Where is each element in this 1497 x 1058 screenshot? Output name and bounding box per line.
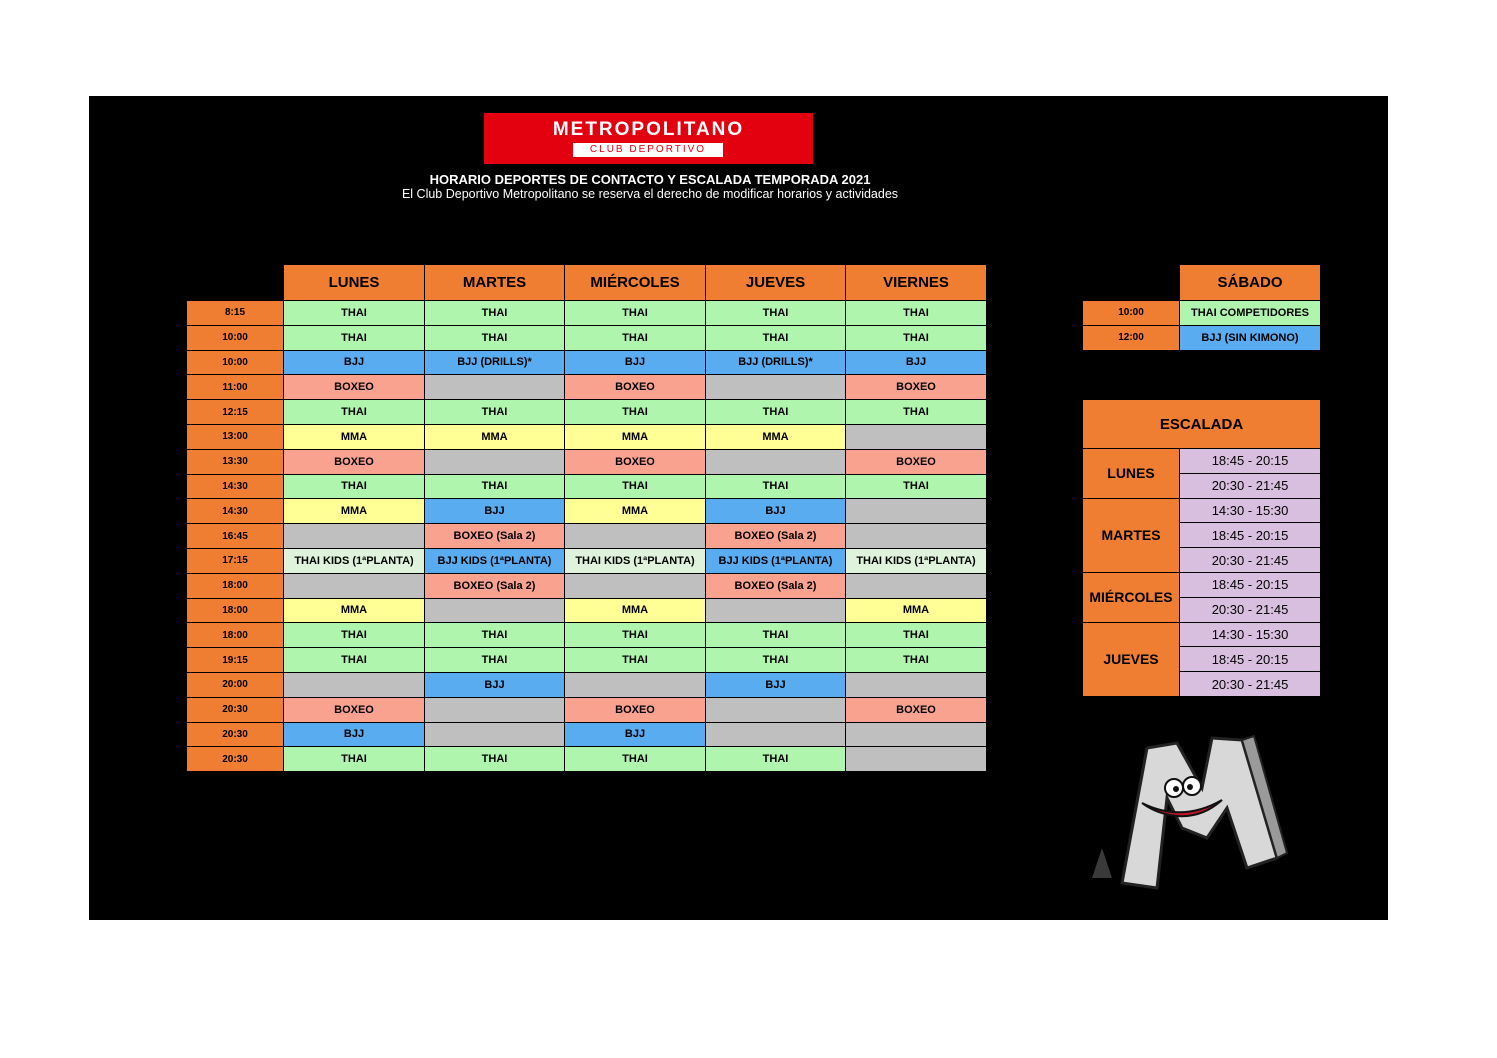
class-cell: THAI xyxy=(284,623,425,648)
class-cell: THAI xyxy=(706,325,846,350)
class-cell xyxy=(425,697,565,722)
table-row xyxy=(187,548,987,573)
time-cell: 20:30 xyxy=(187,697,284,722)
class-cell xyxy=(565,573,706,598)
m-mascot-icon xyxy=(1082,728,1292,896)
table-row xyxy=(187,325,987,350)
class-cell xyxy=(425,598,565,623)
class-cell xyxy=(284,524,425,549)
class-cell: MMA xyxy=(565,499,706,524)
day-header: JUEVES xyxy=(706,265,846,301)
escalada-title: ESCALADA xyxy=(1083,400,1321,449)
class-cell: THAI xyxy=(706,648,846,673)
class-cell xyxy=(846,573,987,598)
class-cell xyxy=(706,449,846,474)
class-cell: BOXEO xyxy=(284,697,425,722)
class-cell xyxy=(284,573,425,598)
class-cell: THAI xyxy=(565,747,706,772)
class-cell: BJJ KIDS (1ªPLANTA) xyxy=(425,548,565,573)
class-cell: MMA xyxy=(846,598,987,623)
class-cell xyxy=(846,747,987,772)
class-cell: MMA xyxy=(425,424,565,449)
table-corner xyxy=(187,265,284,301)
class-cell xyxy=(706,598,846,623)
logo-subtitle: CLUB DEPORTIVO xyxy=(573,143,723,157)
class-cell: BJJ (DRILLS)* xyxy=(425,350,565,375)
time-cell: 16:45 xyxy=(187,524,284,549)
time-cell: 12:00 xyxy=(1083,325,1180,350)
page-title: HORARIO DEPORTES DE CONTACTO Y ESCALADA TEMPORADA 2021 xyxy=(429,172,871,187)
class-cell: MMA xyxy=(284,424,425,449)
escalada-slot: 20:30 - 21:45 xyxy=(1180,597,1321,622)
day-header: VIERNES xyxy=(846,265,987,301)
time-cell: 12:15 xyxy=(187,400,284,425)
class-cell: BJJ xyxy=(425,499,565,524)
class-cell xyxy=(565,672,706,697)
class-cell: MMA xyxy=(284,499,425,524)
class-cell: THAI xyxy=(565,301,706,326)
class-cell: THAI xyxy=(284,747,425,772)
class-cell: THAI xyxy=(846,400,987,425)
table-row xyxy=(187,424,987,449)
class-cell: BOXEO xyxy=(284,375,425,400)
class-cell xyxy=(846,499,987,524)
class-cell: BJJ xyxy=(565,350,706,375)
class-cell xyxy=(706,722,846,747)
class-cell: THAI xyxy=(565,325,706,350)
escalada-table xyxy=(1082,399,1321,697)
class-cell: THAI xyxy=(284,648,425,673)
class-cell: THAI xyxy=(425,648,565,673)
time-cell: 18:00 xyxy=(187,623,284,648)
class-cell: THAI KIDS (1ªPLANTA) xyxy=(846,548,987,573)
class-cell: THAI xyxy=(284,301,425,326)
class-cell: BOXEO (Sala 2) xyxy=(425,524,565,549)
table-row xyxy=(1083,622,1321,647)
class-cell: THAI xyxy=(706,623,846,648)
class-cell: BJJ xyxy=(425,672,565,697)
escalada-day: MIÉRCOLES xyxy=(1083,572,1180,622)
class-cell xyxy=(284,672,425,697)
class-cell: BOXEO xyxy=(565,449,706,474)
class-cell: BOXEO xyxy=(565,697,706,722)
class-cell: BOXEO (Sala 2) xyxy=(706,524,846,549)
class-cell xyxy=(846,424,987,449)
class-cell: BOXEO xyxy=(284,449,425,474)
table-row xyxy=(1083,301,1321,326)
class-cell: BOXEO (Sala 2) xyxy=(706,573,846,598)
escalada-slot: 20:30 - 21:45 xyxy=(1180,473,1321,498)
class-cell: THAI xyxy=(706,474,846,499)
class-cell: THAI xyxy=(846,623,987,648)
class-cell xyxy=(846,672,987,697)
escalada-slot: 18:45 - 20:15 xyxy=(1180,523,1321,548)
class-cell: MMA xyxy=(565,424,706,449)
saturday-schedule-table xyxy=(1082,264,1321,351)
class-cell: THAI xyxy=(425,400,565,425)
escalada-day: MARTES xyxy=(1083,498,1180,572)
time-cell: 17:15 xyxy=(187,548,284,573)
table-row xyxy=(187,524,987,549)
class-cell: BJJ xyxy=(284,722,425,747)
time-cell: 10:00 xyxy=(187,325,284,350)
table-row xyxy=(187,697,987,722)
logo-brand: METROPOLITANO xyxy=(552,119,745,140)
class-cell xyxy=(425,449,565,474)
class-cell: THAI KIDS (1ªPLANTA) xyxy=(284,548,425,573)
class-cell: BOXEO xyxy=(565,375,706,400)
class-cell: BOXEO xyxy=(846,449,987,474)
day-header: LUNES xyxy=(284,265,425,301)
escalada-slot: 14:30 - 15:30 xyxy=(1180,498,1321,523)
time-cell: 20:30 xyxy=(187,722,284,747)
class-cell: THAI xyxy=(565,623,706,648)
escalada-slot: 20:30 - 21:45 xyxy=(1180,548,1321,573)
table-row xyxy=(187,499,987,524)
class-cell: THAI xyxy=(706,400,846,425)
class-cell: THAI xyxy=(425,301,565,326)
class-cell: THAI KIDS (1ªPLANTA) xyxy=(565,548,706,573)
class-cell: THAI xyxy=(565,648,706,673)
class-cell: THAI xyxy=(284,474,425,499)
class-cell: BJJ xyxy=(565,722,706,747)
table-row xyxy=(187,672,987,697)
class-cell: THAI xyxy=(565,474,706,499)
class-cell: THAI xyxy=(425,474,565,499)
table-row xyxy=(187,375,987,400)
class-cell: THAI xyxy=(284,325,425,350)
class-cell: MMA xyxy=(565,598,706,623)
time-cell: 20:30 xyxy=(187,747,284,772)
time-cell: 14:30 xyxy=(187,474,284,499)
class-cell: BJJ KIDS (1ªPLANTA) xyxy=(706,548,846,573)
page-subtitle: El Club Deportivo Metropolitano se reserva el derecho de modificar horarios y actividades xyxy=(401,187,899,201)
time-cell: 19:15 xyxy=(187,648,284,673)
escalada-slot: 18:45 - 20:15 xyxy=(1180,449,1321,474)
class-cell xyxy=(706,697,846,722)
table-row xyxy=(1083,498,1321,523)
class-cell xyxy=(425,722,565,747)
class-cell: MMA xyxy=(284,598,425,623)
class-cell: THAI xyxy=(706,301,846,326)
class-cell: THAI xyxy=(846,301,987,326)
class-cell: THAI xyxy=(846,325,987,350)
table-row xyxy=(1083,449,1321,474)
escalada-slot: 14:30 - 15:30 xyxy=(1180,622,1321,647)
time-cell: 8:15 xyxy=(187,301,284,326)
class-cell: THAI xyxy=(706,747,846,772)
class-cell: THAI xyxy=(425,325,565,350)
class-cell: MMA xyxy=(706,424,846,449)
weekly-schedule-table xyxy=(186,264,987,772)
table-row xyxy=(1083,325,1321,350)
table-row xyxy=(187,722,987,747)
table-row xyxy=(187,474,987,499)
class-cell: THAI COMPETIDORES xyxy=(1180,301,1321,326)
day-header: MARTES xyxy=(425,265,565,301)
table-row xyxy=(187,301,987,326)
table-row xyxy=(187,449,987,474)
escalada-slot: 18:45 - 20:15 xyxy=(1180,647,1321,672)
escalada-slot: 18:45 - 20:15 xyxy=(1180,572,1321,597)
escalada-day: JUEVES xyxy=(1083,622,1180,696)
time-cell: 11:00 xyxy=(187,375,284,400)
table-row xyxy=(187,623,987,648)
class-cell: THAI xyxy=(846,648,987,673)
time-cell: 10:00 xyxy=(187,350,284,375)
table-row xyxy=(187,350,987,375)
time-cell: 10:00 xyxy=(1083,301,1180,326)
class-cell: THAI xyxy=(565,400,706,425)
day-header: SÁBADO xyxy=(1180,265,1321,301)
class-cell xyxy=(846,524,987,549)
class-cell xyxy=(565,524,706,549)
class-cell xyxy=(425,375,565,400)
time-cell: 13:00 xyxy=(187,424,284,449)
class-cell: BOXEO xyxy=(846,697,987,722)
time-cell: 18:00 xyxy=(187,598,284,623)
class-cell: THAI xyxy=(846,474,987,499)
class-cell: BJJ xyxy=(846,350,987,375)
class-cell: THAI xyxy=(284,400,425,425)
class-cell: BOXEO (Sala 2) xyxy=(425,573,565,598)
class-cell: BJJ (DRILLS)* xyxy=(706,350,846,375)
day-header: MIÉRCOLES xyxy=(565,265,706,301)
table-row xyxy=(1083,572,1321,597)
page-heading xyxy=(300,172,1000,201)
table-row xyxy=(187,648,987,673)
class-cell xyxy=(706,375,846,400)
time-cell: 20:00 xyxy=(187,672,284,697)
table-row xyxy=(187,400,987,425)
class-cell xyxy=(846,722,987,747)
class-cell: BOXEO xyxy=(846,375,987,400)
class-cell: BJJ xyxy=(284,350,425,375)
class-cell: BJJ (SIN KIMONO) xyxy=(1180,325,1321,350)
table-row xyxy=(187,747,987,772)
time-cell: 13:30 xyxy=(187,449,284,474)
class-cell: THAI xyxy=(425,747,565,772)
table-row xyxy=(187,598,987,623)
club-logo xyxy=(484,113,813,164)
time-cell: 14:30 xyxy=(187,499,284,524)
class-cell: THAI xyxy=(425,623,565,648)
escalada-slot: 20:30 - 21:45 xyxy=(1180,672,1321,697)
class-cell: BJJ xyxy=(706,499,846,524)
table-row xyxy=(187,573,987,598)
table-corner xyxy=(1083,265,1180,301)
escalada-day: LUNES xyxy=(1083,449,1180,499)
class-cell: BJJ xyxy=(706,672,846,697)
time-cell: 18:00 xyxy=(187,573,284,598)
